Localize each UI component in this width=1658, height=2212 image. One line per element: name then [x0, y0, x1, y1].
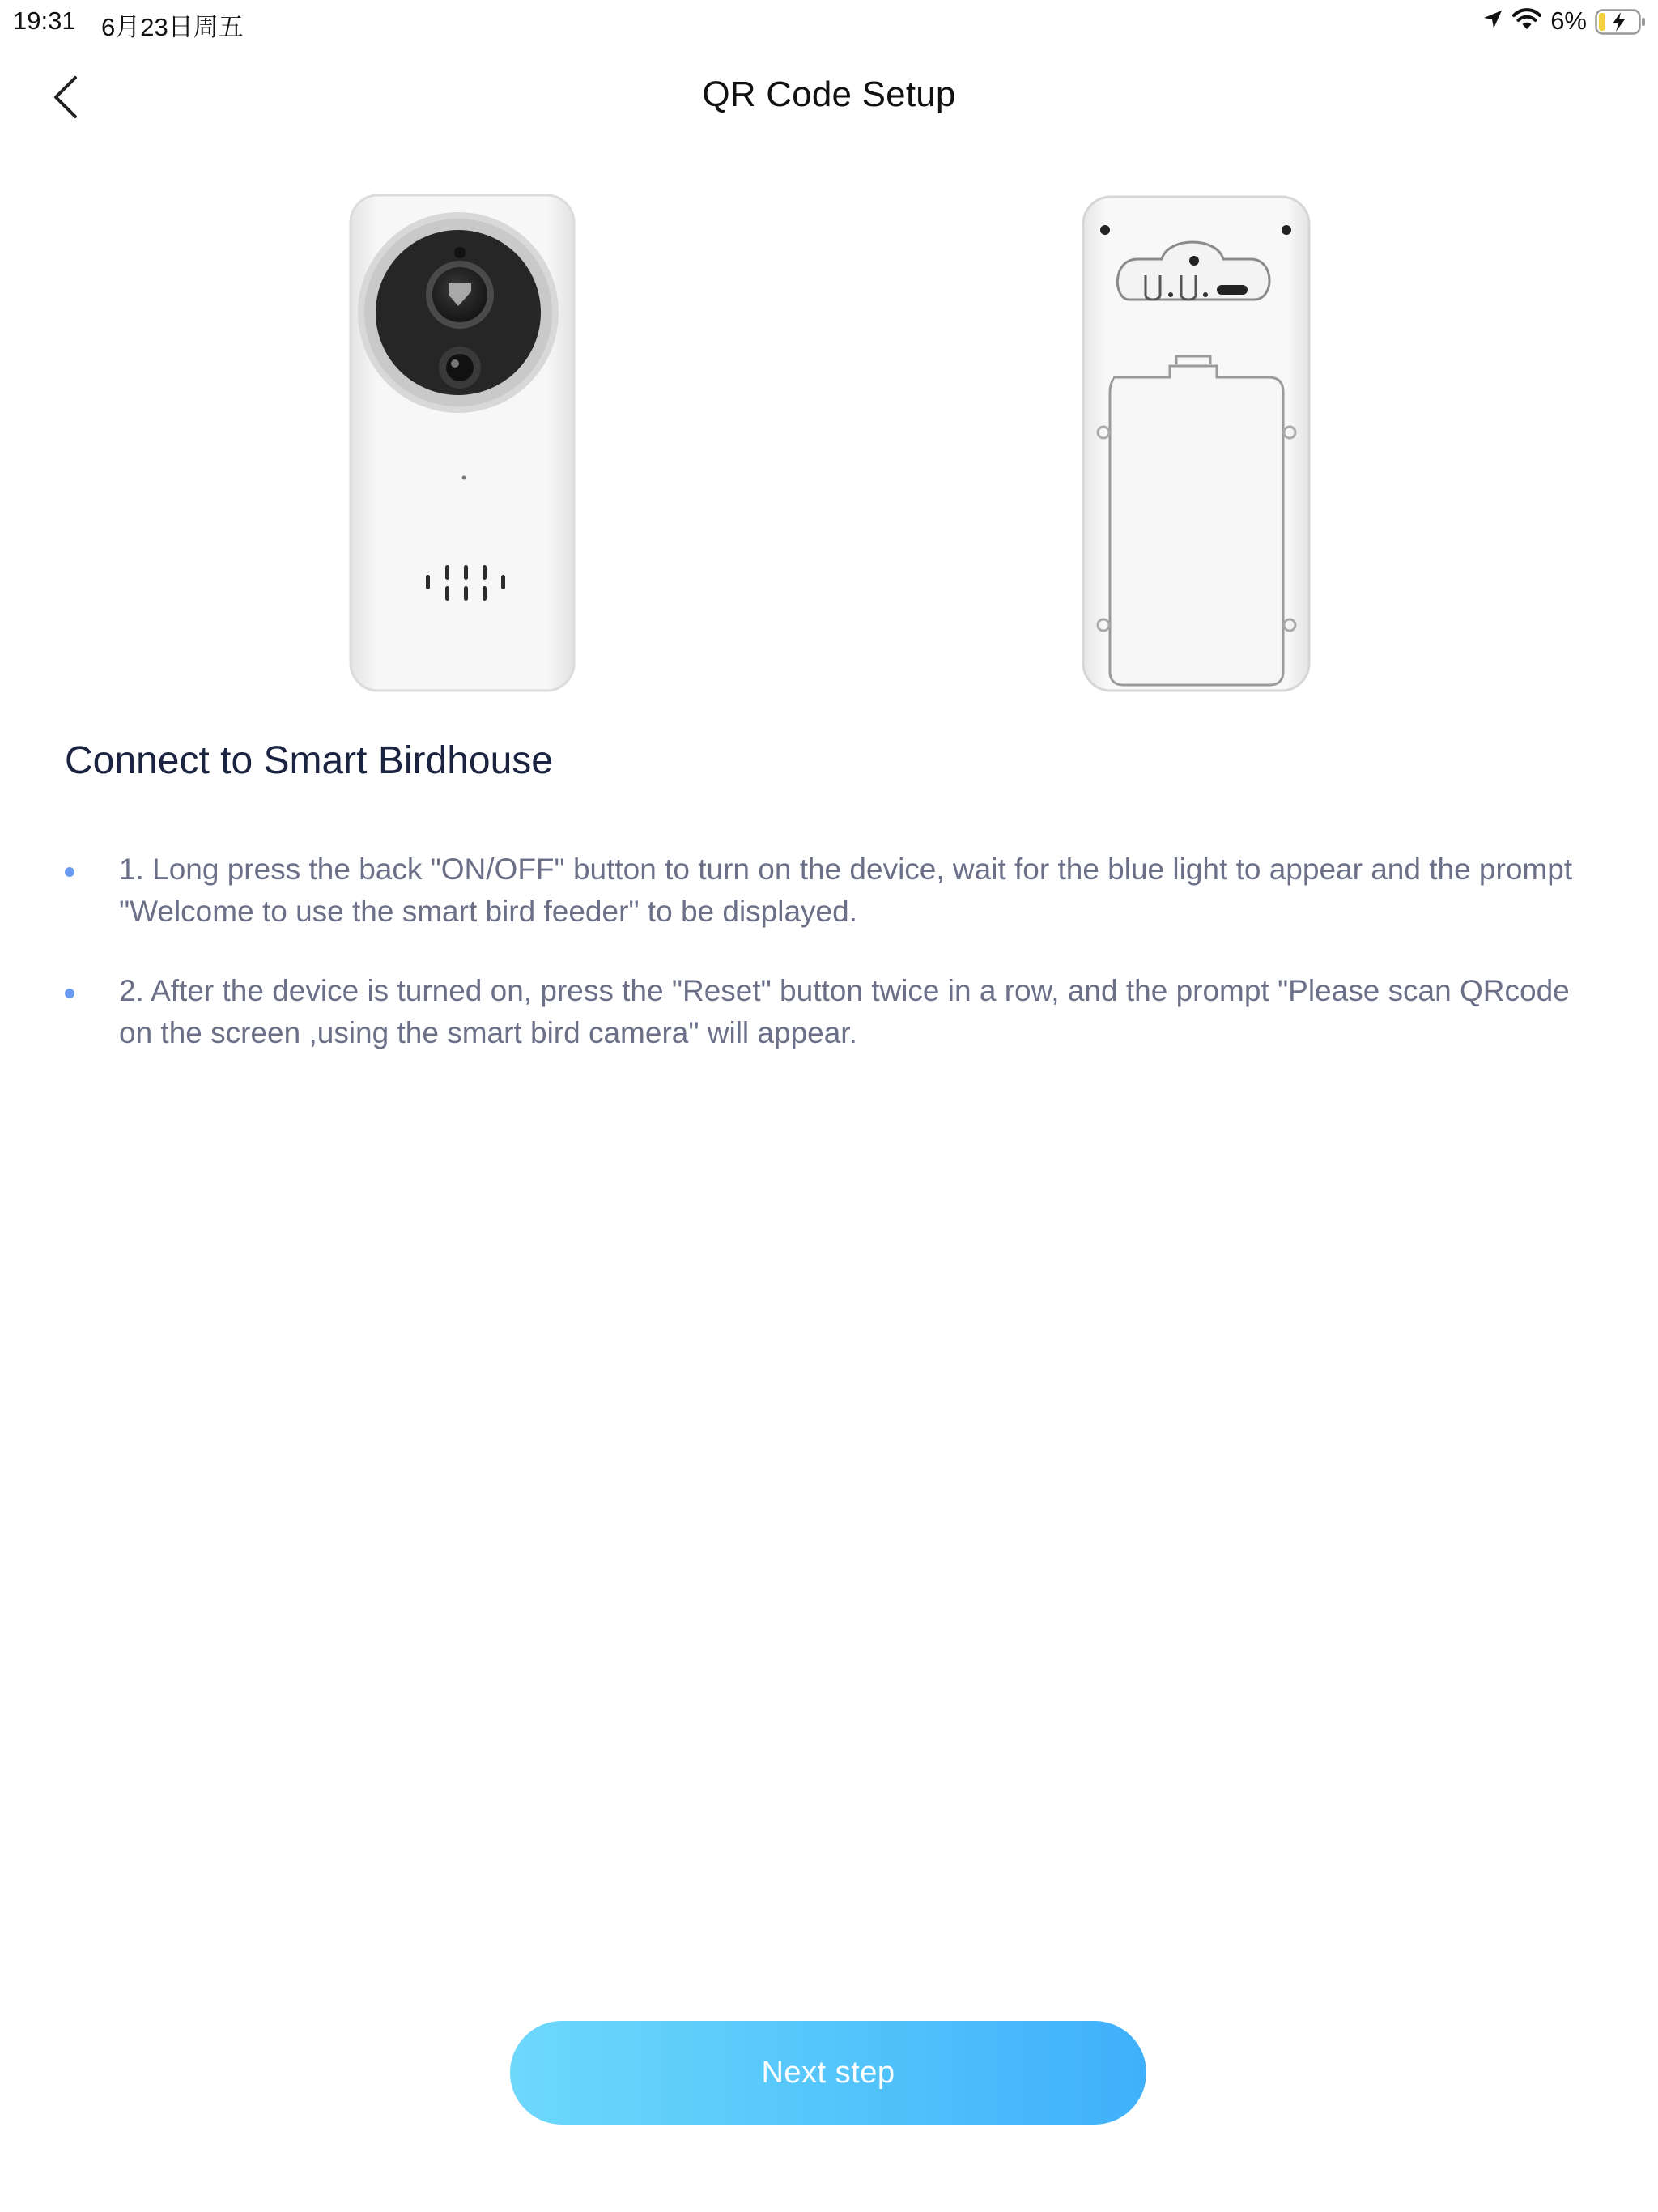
device-back-illustration	[1081, 194, 1312, 693]
next-step-label: Next step	[761, 2055, 895, 2090]
status-date: 6月23日周五	[101, 13, 244, 41]
instruction-text: 1. Long press the back "ON/OFF" button to turn on the device, wait for the blue light to appear and the prompt "Welcome to use the smart bird feeder" to be displayed.	[119, 853, 1573, 928]
page-title: QR Code Setup	[702, 74, 956, 114]
instruction-text: 2. After the device is turned on, press the "Reset" button twice in a row, and the prompt "Please scan QRcode on the screen ,using the smart bird camera" will appear.	[119, 974, 1570, 1049]
battery-percent: 6%	[1550, 6, 1587, 35]
device-front-illustration	[348, 193, 576, 693]
instruction-step	[65, 849, 1603, 933]
bullet-dot	[65, 989, 74, 998]
next-step-button[interactable]	[510, 2021, 1146, 2125]
instruction-step	[65, 970, 1603, 1054]
status-bar	[0, 0, 1658, 44]
instruction-list	[65, 849, 1603, 1091]
location-arrow-icon	[1482, 9, 1503, 34]
status-time: 19:31	[13, 6, 76, 35]
status-indicators	[1482, 6, 1645, 36]
wifi-icon	[1511, 8, 1542, 35]
section-heading: Connect to Smart Birdhouse	[65, 739, 553, 782]
bullet-dot	[65, 867, 74, 877]
battery-charging-icon	[1595, 9, 1645, 33]
